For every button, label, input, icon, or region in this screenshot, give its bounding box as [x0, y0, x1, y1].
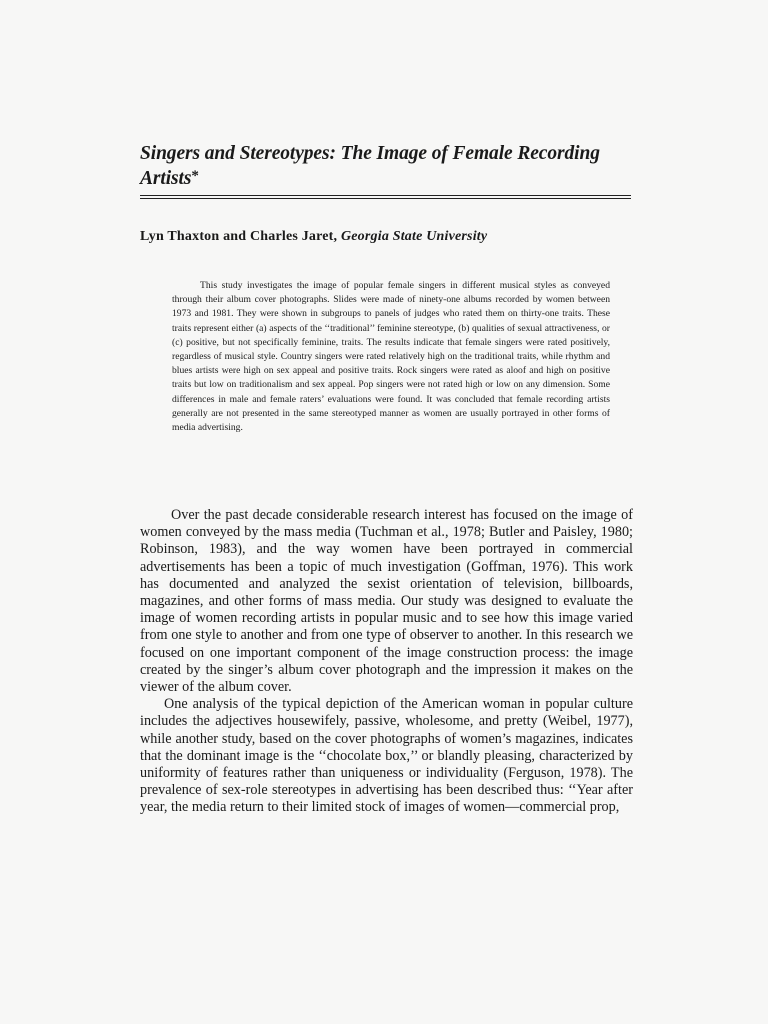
body-paragraph-2: One analysis of the typical depiction of the American woman in popular culture includes the adjectives housewifely, passive, wholesome, and pretty (Weibel, 1977), while another study, based on the cover photographs of women’s magazines, indicates that the dominant image is the ‘‘chocolate box,’’ or blandly pleasing, characterized by uniformity of features rather than uniqueness or individuality (Ferguson, 1978). The prevalence of sex-role stereotypes in advertising has been described thus: ‘‘Year after year, the media return to their limited stock of images of women—commercial prop,	[140, 696, 633, 816]
title-rule-lower	[140, 198, 631, 199]
author-affiliation: Georgia State University	[340, 229, 488, 244]
abstract: This study investigates the image of popular female singers in different musical styles as conveyed through their album cover photographs. Slides were made of ninety-one albums recorded by women between 1973 and 1981. They were shown in subgroups to panels of judges who rated them on thirty-one traits. These traits represent either (a) aspects of the ‘‘traditional’’ feminine stereotype, (b) qualities of sexual attractiveness, or (c) positive, but not specifically feminine, traits. The results indicate that female singers were rated positively, regardless of musical style. Country singers were rated relatively high on the traditional traits, while rhythm and blues artists were high on sex appeal and positive traits. Rock singers were rated as aloof and high on positive traits but low on traditionalism and sex appeal. Pop singers were not rated high or low on any dimension. Some differences in male and female raters’ evaluations were found. It was concluded that female recording artists generally are not presented in the same stereotyped manner as women are usually portrayed in other forms of media advertising.	[172, 280, 610, 434]
body-text	[140, 507, 633, 817]
author-line	[140, 228, 640, 246]
article-title	[140, 143, 640, 190]
title-rule-upper	[140, 195, 631, 196]
author-names: Lyn Thaxton and Charles Jaret,	[140, 229, 338, 244]
article-title-text: Singers and Stereotypes: The Image of Female Recording Artists	[140, 143, 600, 189]
body-paragraph-1: Over the past decade considerable research interest has focused on the image of women conveyed by the mass media (Tuchman et al., 1978; Butler and Paisley, 1980; Robinson, 1983), and the way women have been portrayed in commercial advertisements has been a topic of much investigation (Goffman, 1976). This work has documented and analyzed the sexist orientation of television, billboards, magazines, and other forms of mass media. Our study was designed to evaluate the image of women recording artists in popular music and to see how this image varied from one style to another and from one type of observer to another. In this research we focused on one important component of the image construction process: the image created by the singer’s album cover photograph and the impression it makes on the viewer of the album cover.	[140, 507, 633, 696]
title-footnote-mark: *	[191, 168, 199, 184]
